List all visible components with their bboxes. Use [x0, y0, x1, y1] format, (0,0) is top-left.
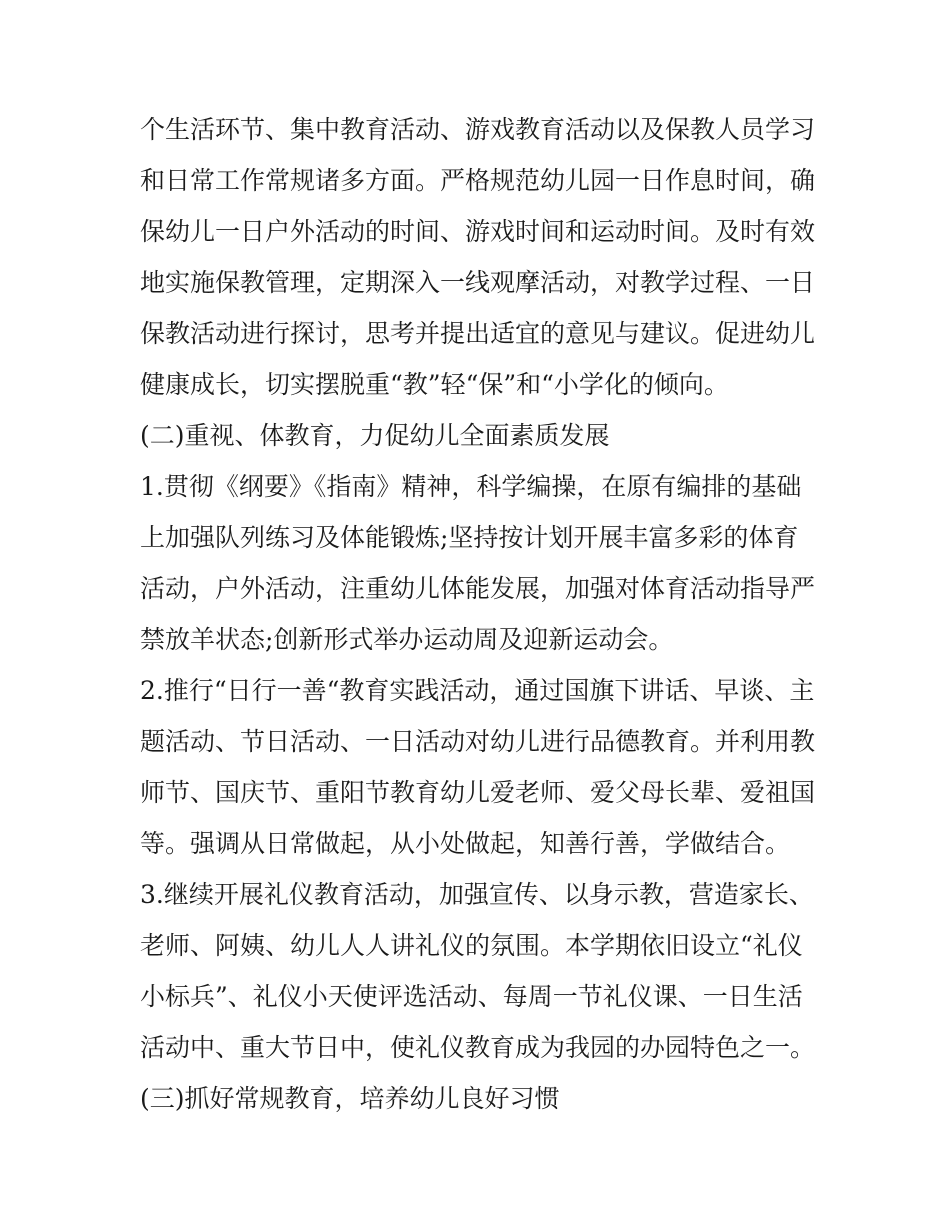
section-heading: (三)抓好常规教育，培养幼儿良好习惯: [140, 1084, 560, 1113]
text-line: 1.贯彻《纲要》《指南》精神，科学编操，在原有编排的基础: [140, 472, 802, 501]
text-line: 2.推行“日行一善“教育实践活动，通过国旗下讲话、早谈、主: [140, 676, 815, 705]
text-line: 健康成长，切实摆脱重“教”轻“保”和“小学化的倾向。: [140, 370, 729, 399]
text-line: 3.继续开展礼仪教育活动，加强宣传、以身示教，营造家长、: [140, 880, 814, 909]
text-line: 保幼儿一日户外活动的时间、游戏时间和运动时间。及时有效: [140, 217, 816, 246]
text-line: 上加强队列练习及体能锻炼;坚持按计划开展丰富多彩的体育: [140, 523, 799, 552]
text-line: 等。强调从日常做起，从小处做起，知善行善，学做结合。: [140, 829, 791, 858]
text-line: 题活动、节日活动、一日活动对幼儿进行品德教育。并利用教: [140, 727, 816, 756]
text-line: 个生活环节、集中教育活动、游戏教育活动以及保教人员学习: [140, 115, 816, 144]
text-line: 保教活动进行探讨，思考并提出适宜的意见与建议。促进幼儿: [140, 319, 816, 348]
text-line: 活动中、重大节日中，使礼仪教育成为我园的办园特色之一。: [140, 1033, 816, 1062]
section-heading: (二)重视、体教育，力促幼儿全面素质发展: [140, 421, 610, 450]
text-line: 禁放羊状态;创新形式举办运动周及迎新运动会。: [140, 625, 674, 654]
text-line: 老师、阿姨、幼儿人人讲礼仪的氛围。本学期依旧设立“礼仪: [140, 931, 803, 960]
text-line: 地实施保教管理，定期深入一线观摩活动，对教学过程、一日: [140, 268, 816, 297]
text-line: 师节、国庆节、重阳节教育幼儿爱老师、爱父母长辈、爱祖国: [140, 778, 816, 807]
text-line: 小标兵”、礼仪小天使评选活动、每周一节礼仪课、一日生活: [140, 982, 803, 1011]
document-body: [140, 104, 820, 1124]
text-line: 活动，户外活动，注重幼儿体能发展，加强对体育活动指导严: [140, 574, 816, 603]
text-line: 和日常工作常规诸多方面。严格规范幼儿园一日作息时间，确: [140, 166, 816, 195]
